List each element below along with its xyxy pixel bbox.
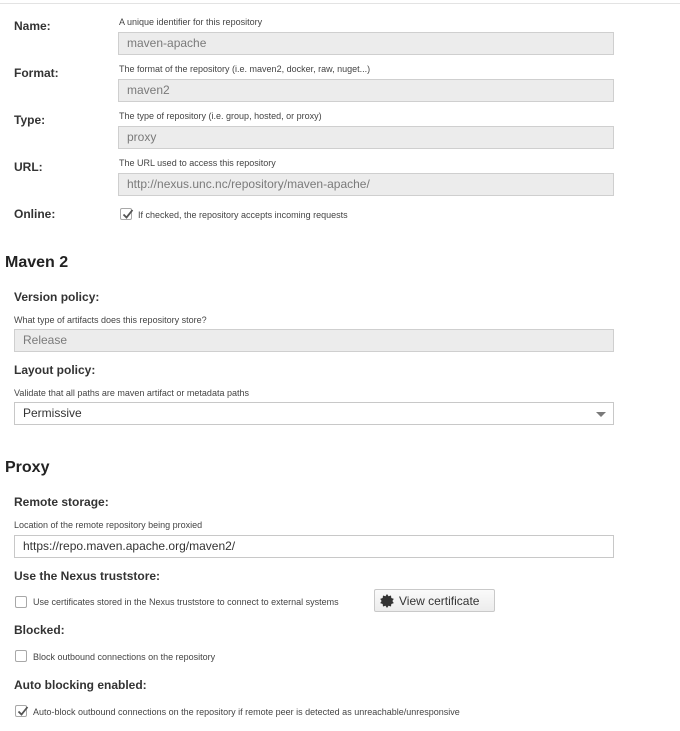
checkmark-icon [16, 704, 30, 718]
url-label: URL: [14, 160, 43, 174]
version-policy-help: What type of artifacts does this repository store? [14, 315, 207, 325]
blocked-checkbox-text: Block outbound connections on the repository [33, 652, 216, 662]
remote-storage-help: Location of the remote repository being proxied [14, 520, 203, 530]
type-field[interactable]: proxy [118, 126, 614, 149]
type-help: The type of repository (i.e. group, hosted, or proxy) [119, 111, 322, 121]
name-help: A unique identifier for this repository [119, 17, 263, 27]
layout-policy-label: Layout policy: [14, 363, 96, 377]
view-certificate-label: View certificate [399, 594, 480, 608]
name-label: Name: [14, 19, 51, 33]
truststore-checkbox-text: Use certificates stored in the Nexus truststore to connect to external systems [33, 597, 339, 607]
format-label: Format: [14, 66, 59, 80]
chevron-down-icon[interactable] [596, 412, 606, 417]
online-checkbox-text: If checked, the repository accepts incoming requests [138, 210, 348, 220]
type-label: Type: [14, 113, 46, 127]
name-field[interactable]: maven-apache [118, 32, 614, 55]
layout-policy-value: Permissive [23, 406, 82, 420]
layout-policy-select[interactable] [14, 402, 614, 425]
auto-blocking-label: Auto blocking enabled: [14, 678, 147, 692]
proxy-section-title: Proxy [5, 459, 50, 476]
version-policy-field[interactable]: Release [14, 329, 614, 352]
truststore-checkbox[interactable] [15, 596, 27, 608]
blocked-label: Blocked: [14, 623, 65, 637]
auto-blocking-checkbox[interactable] [15, 705, 27, 717]
top-divider [0, 3, 680, 4]
maven-section-title: Maven 2 [5, 254, 69, 271]
view-certificate-button[interactable] [374, 589, 495, 612]
certificate-icon [380, 594, 394, 608]
online-label: Online: [14, 207, 56, 221]
format-field[interactable]: maven2 [118, 79, 614, 102]
online-checkbox[interactable] [120, 208, 132, 220]
truststore-label: Use the Nexus truststore: [14, 569, 161, 583]
format-help: The format of the repository (i.e. maven2, docker, raw, nuget...) [119, 64, 371, 74]
url-help: The URL used to access this repository [119, 158, 276, 168]
remote-storage-label: Remote storage: [14, 495, 109, 509]
auto-blocking-checkbox-text: Auto-block outbound connections on the repository if remote peer is detected as unreachable/unresponsive [33, 707, 460, 717]
blocked-checkbox[interactable] [15, 650, 27, 662]
layout-policy-help: Validate that all paths are maven artifact or metadata paths [14, 388, 249, 398]
url-field[interactable]: http://nexus.unc.nc/repository/maven-apache/ [118, 173, 614, 196]
checkmark-icon [121, 207, 135, 221]
remote-storage-input[interactable]: https://repo.maven.apache.org/maven2/ [14, 535, 614, 558]
version-policy-label: Version policy: [14, 290, 100, 304]
